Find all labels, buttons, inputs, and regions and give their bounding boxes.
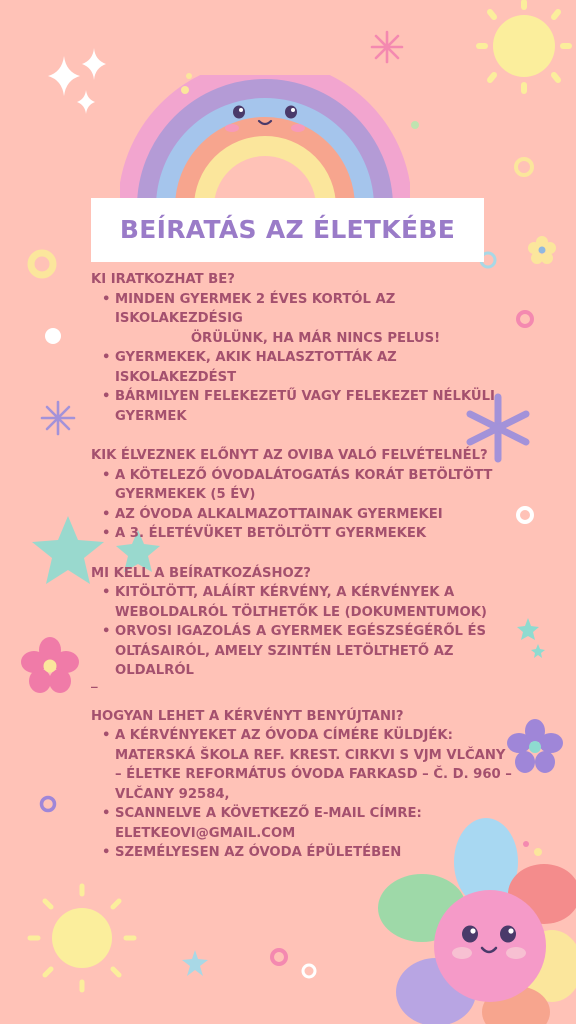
list-item-text: ORVOSI IGAZOLÁS A GYERMEK EGÉSZSÉGÉRŐL ÉS OLTÁSAIRÓL, AMELY SZINTÉN LETÖLTHETŐ AZ OLDALRÓL — [115, 624, 487, 678]
list-item — [91, 387, 516, 426]
list-item — [91, 583, 516, 622]
list-item — [91, 726, 516, 804]
bullet-list — [91, 583, 516, 681]
list-item-text: SCANNELVE A KÖVETKEZŐ E-MAIL CÍMRE: ELETKEOVI@GMAIL.COM — [115, 806, 422, 841]
list-item — [91, 348, 516, 387]
list-item-text: KITÖLTÖTT, ALÁÍRT KÉRVÉNY, A KÉRVÉNYEK A WEBOLDALRÓL TÖLTHETŐK LE (DOKUMENTUMOK) — [115, 585, 487, 620]
bullet-list — [91, 290, 516, 427]
bullet-list — [91, 726, 516, 863]
list-item-text: A KÉRVÉNYEKET AZ ÓVODA CÍMÉRE KÜLDJÉK: MATERSKÁ ŠKOLA REF. KREST. CIRKVI S VJM VLČANY – ÉLETKE REFORMÁTUS ÓVODA FARKASD – Č. D. 960 – VLČANY 92584, — [115, 728, 512, 802]
ring-dot-icon — [42, 325, 64, 347]
asterisk-flower-icon — [370, 30, 404, 64]
ring-dot-icon — [268, 946, 290, 968]
ring-dot-icon — [512, 155, 536, 179]
section-requirements — [91, 564, 516, 689]
list-item-text: GYERMEKEK, AKIK HALASZTOTTÁK AZ ISKOLAKEZDÉST — [115, 350, 397, 385]
list-item — [91, 524, 516, 544]
section-heading: KI IRATKOZHAT BE? — [91, 272, 235, 287]
ring-dot-icon — [26, 248, 58, 280]
title-banner — [91, 198, 484, 262]
page-title: BEÍRATÁS AZ ÉLETKÉBE — [119, 215, 456, 244]
sparkle-icon — [48, 46, 112, 122]
list-item-text: MINDEN GYERMEK 2 ÉVES KORTÓL AZ ISKOLAKEZDÉSIG — [115, 291, 396, 326]
separator-dash: _ — [91, 673, 98, 689]
bullet-list — [91, 466, 516, 544]
ring-dot-icon — [38, 794, 58, 814]
section-heading: HOGYAN LEHET A KÉRVÉNYT BENYÚJTANI? — [91, 708, 404, 724]
ring-dot-icon — [410, 120, 420, 130]
five-petal-flower-icon — [526, 234, 558, 266]
section-submission — [91, 707, 516, 863]
list-item — [91, 290, 516, 349]
list-item-text: A 3. ÉLETÉVÜKET BETÖLTÖTT GYERMEKEK — [115, 526, 427, 541]
list-item — [91, 466, 516, 505]
list-item — [91, 622, 516, 681]
info-content — [91, 270, 516, 883]
ring-dot-icon — [514, 504, 536, 526]
section-heading: MI KELL A BEÍRATKOZÁSHOZ? — [91, 565, 311, 581]
list-item-text: SZEMÉLYESEN AZ ÓVODA ÉPÜLETÉBEN — [115, 845, 402, 860]
section-priority — [91, 446, 516, 544]
list-item — [91, 505, 516, 525]
ring-dot-icon — [300, 962, 318, 980]
rainbow-icon — [120, 75, 410, 215]
list-item-text: A KÖTELEZŐ ÓVODALÁTOGATÁS KORÁT BETÖLTÖTT GYERMEKEK (5 ÉV) — [115, 467, 493, 502]
list-item-note: ÖRÜLÜNK, HA MÁR NINCS PELUS! — [190, 330, 441, 346]
five-petal-flower-icon — [20, 636, 80, 696]
asterisk-flower-icon — [40, 400, 76, 436]
list-item — [91, 804, 516, 843]
sun-icon — [470, 0, 576, 104]
list-item-text: BÁRMILYEN FELEKEZETŰ VAGY FELEKEZET NÉLKÜLI GYERMEK — [115, 389, 495, 424]
star-icon — [180, 948, 210, 978]
sun-icon — [26, 882, 138, 994]
list-item-text: AZ ÓVODA ALKALMAZOTTAINAK GYERMEKEI — [115, 506, 443, 522]
section-who-can-enroll — [91, 270, 516, 426]
section-heading: KIK ÉLVEZNEK ELŐNYT AZ OVIBA VALÓ FELVÉTELNÉL? — [91, 448, 488, 463]
list-item — [91, 843, 516, 863]
star-icon — [516, 616, 546, 662]
ring-dot-icon — [514, 308, 536, 330]
ring-dot-icon — [180, 72, 194, 98]
